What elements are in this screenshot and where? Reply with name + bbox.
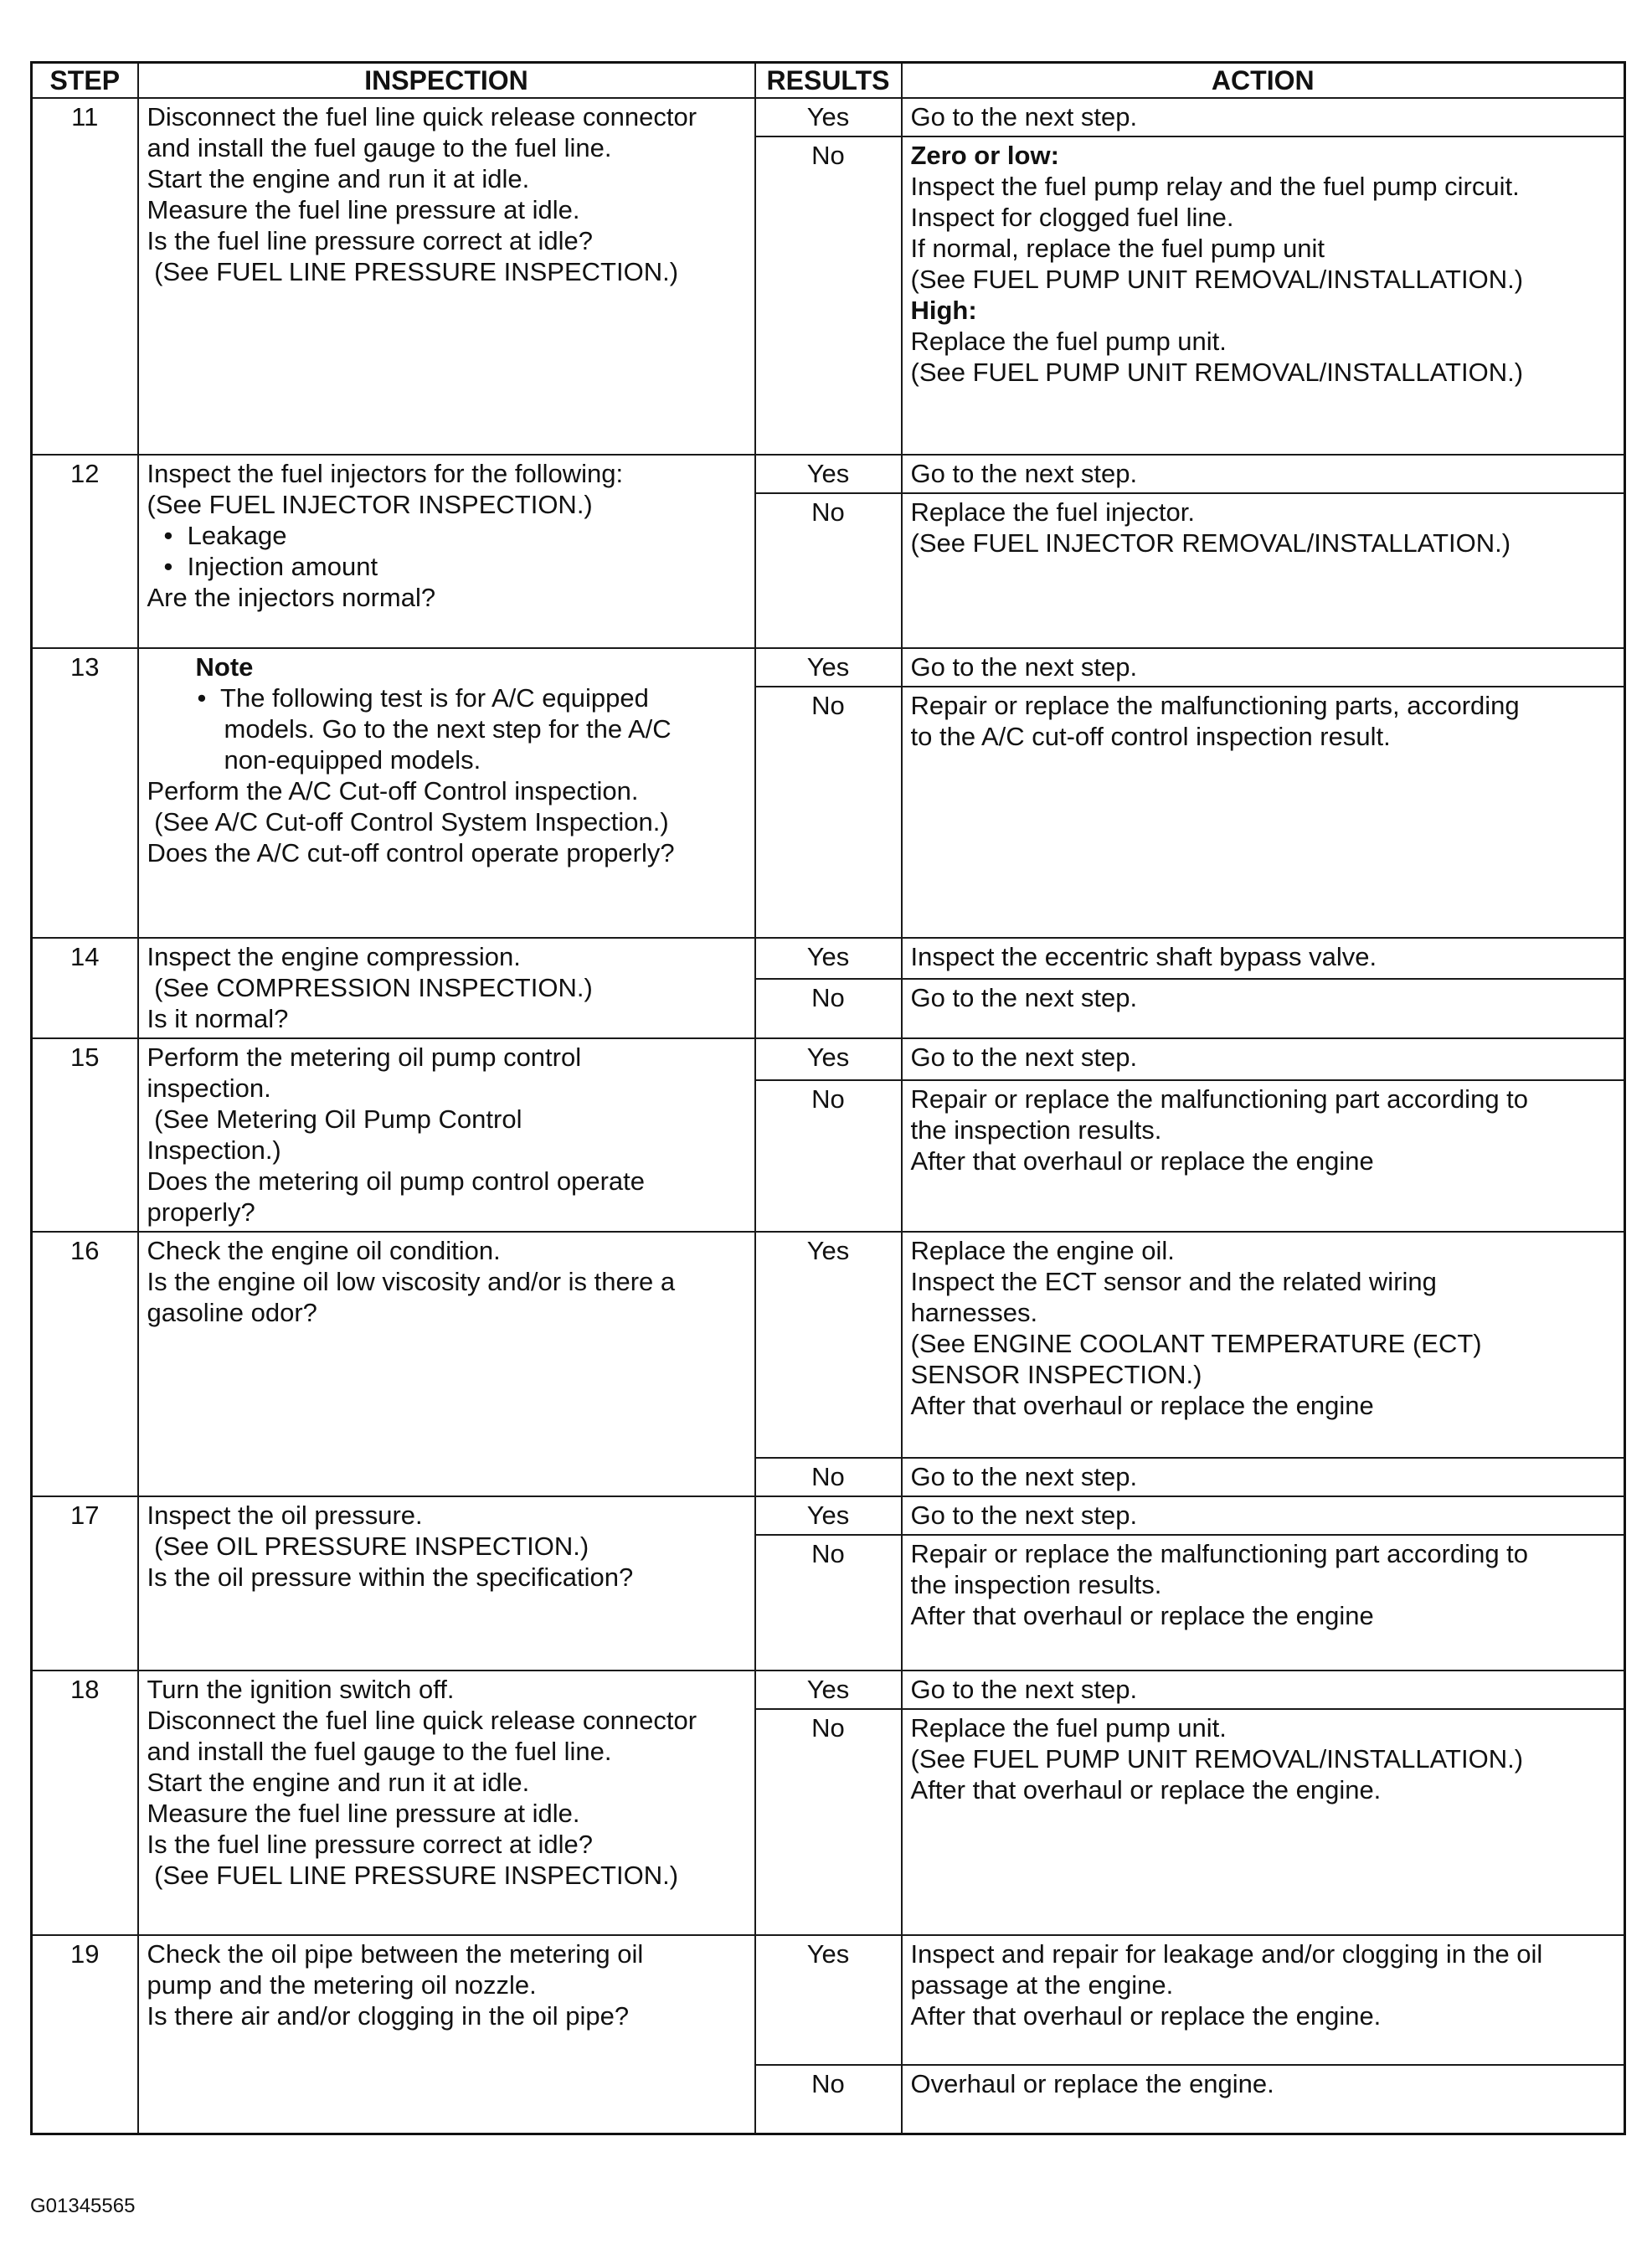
inspection-line: (See COMPRESSION INSPECTION.) [147, 973, 593, 1002]
action-line: (See FUEL PUMP UNIT REMOVAL/INSTALLATION.) [910, 265, 1524, 294]
note-line: non-equipped models. [224, 745, 481, 775]
action-line: Go to the next step. [910, 1675, 1138, 1704]
action-yes [902, 648, 1625, 687]
action-line: the inspection results. [910, 1115, 1162, 1145]
inspection-line: Inspect the fuel injectors for the following: [147, 459, 624, 488]
step-number: 13 [32, 648, 138, 938]
step-number: 14 [32, 938, 138, 1038]
action-no [902, 979, 1625, 1038]
inspection-line: • Leakage [163, 521, 287, 550]
inspection-line: Does the metering oil pump control operate [147, 1166, 645, 1196]
inspection-cell [138, 1038, 755, 1232]
action-line: Repair or replace the malfunctioning part according to [910, 1084, 1529, 1115]
inspection-cell [138, 938, 755, 1038]
action-no [902, 493, 1625, 648]
action-line: Inspect and repair for leakage and/or clogging in the oil [910, 1939, 1543, 1969]
action-line: (See FUEL PUMP UNIT REMOVAL/INSTALLATION.) [910, 1744, 1524, 1774]
result-yes: Yes [755, 455, 902, 493]
result-no: No [755, 1458, 902, 1496]
table-row [32, 1232, 1625, 1458]
action-line: passage at the engine. [910, 1970, 1174, 2000]
action-line: Overhaul or replace the engine. [910, 2069, 1274, 2098]
header-results: RESULTS [755, 63, 902, 99]
action-yes [902, 1496, 1625, 1535]
action-line: Inspect the ECT sensor and the related wiring [910, 1267, 1437, 1296]
action-line: Inspect the eccentric shaft bypass valve. [910, 942, 1377, 971]
result-yes: Yes [755, 98, 902, 136]
result-no: No [755, 1080, 902, 1232]
table-row [32, 648, 1625, 687]
result-no: No [755, 687, 902, 938]
inspection-line: Is the engine oil low viscosity and/or is there a [147, 1267, 676, 1296]
inspection-line: pump and the metering oil nozzle. [147, 1970, 537, 2000]
inspection-line: • Injection amount [163, 552, 378, 581]
action-line: SENSOR INSPECTION.) [910, 1360, 1202, 1389]
inspection-line: Is the oil pressure within the specification? [147, 1562, 634, 1592]
action-yes [902, 1038, 1625, 1080]
inspection-line: and install the fuel gauge to the fuel line. [147, 1737, 612, 1766]
inspection-line: properly? [147, 1197, 255, 1227]
step-number: 17 [32, 1496, 138, 1671]
action-line: (See ENGINE COOLANT TEMPERATURE (ECT) [910, 1329, 1482, 1358]
result-yes: Yes [755, 648, 902, 687]
inspection-line: Is the fuel line pressure correct at idle? [147, 226, 593, 255]
inspection-line: Inspect the engine compression. [147, 942, 521, 971]
result-yes: Yes [755, 1496, 902, 1535]
result-yes: Yes [755, 1232, 902, 1458]
action-line: to the A/C cut-off control inspection result. [910, 722, 1391, 751]
inspection-line: Is the fuel line pressure correct at idle? [147, 1830, 593, 1859]
step-number: 15 [32, 1038, 138, 1232]
header-step: STEP [32, 63, 138, 99]
inspection-line: Disconnect the fuel line quick release connector [147, 102, 697, 131]
inspection-line: (See FUEL LINE PRESSURE INSPECTION.) [147, 1861, 679, 1890]
inspection-line: inspection. [147, 1073, 271, 1103]
table-body [32, 98, 1625, 2134]
action-line: Replace the fuel pump unit. [910, 1713, 1227, 1743]
action-no [902, 2065, 1625, 2134]
table-row [32, 1496, 1625, 1535]
inspection-line: Check the oil pipe between the metering oil [147, 1939, 644, 1969]
action-line: Replace the engine oil. [910, 1236, 1175, 1265]
table-row [32, 938, 1625, 979]
result-yes: Yes [755, 1671, 902, 1709]
inspection-line: Are the injectors normal? [147, 583, 436, 612]
action-no [902, 136, 1625, 455]
table-row [32, 1671, 1625, 1709]
action-line: Go to the next step. [910, 1462, 1138, 1491]
action-line: Replace the fuel injector. [910, 497, 1195, 527]
table-row [32, 98, 1625, 136]
action-line: Go to the next step. [910, 983, 1138, 1013]
header-inspection: INSPECTION [138, 63, 755, 99]
action-yes [902, 1935, 1625, 2065]
action-line: Go to the next step. [910, 1042, 1138, 1072]
inspection-line: and install the fuel gauge to the fuel line. [147, 133, 612, 162]
inspection-cell [138, 1935, 755, 2134]
step-number: 18 [32, 1671, 138, 1935]
header-action: ACTION [902, 63, 1625, 99]
action-line: Go to the next step. [910, 652, 1138, 682]
action-line: Repair or replace the malfunctioning parts, according [910, 691, 1520, 720]
inspection-cell [138, 1671, 755, 1935]
inspection-cell [138, 98, 755, 455]
action-line: Inspect the fuel pump relay and the fuel pump circuit. [910, 172, 1520, 201]
inspection-cell [138, 455, 755, 648]
table-row [32, 455, 1625, 493]
action-line: After that overhaul or replace the engine [910, 1601, 1374, 1630]
action-no [902, 1535, 1625, 1671]
action-no [902, 1080, 1625, 1232]
note-line: models. Go to the next step for the A/C [224, 714, 672, 744]
result-no: No [755, 2065, 902, 2134]
result-yes: Yes [755, 1935, 902, 2065]
inspection-line: (See OIL PRESSURE INSPECTION.) [147, 1532, 589, 1561]
action-line: High: [910, 296, 977, 325]
action-line: Go to the next step. [910, 1501, 1138, 1530]
step-number: 19 [32, 1935, 138, 2134]
action-line: After that overhaul or replace the engine. [910, 1775, 1382, 1804]
inspection-cell [138, 1232, 755, 1496]
table-row [32, 1935, 1625, 2065]
step-number: 16 [32, 1232, 138, 1496]
result-no: No [755, 493, 902, 648]
inspection-line: Perform the A/C Cut-off Control inspection. [147, 776, 639, 806]
action-line: Replace the fuel pump unit. [910, 327, 1227, 356]
step-number: 11 [32, 98, 138, 455]
action-line: After that overhaul or replace the engine [910, 1146, 1374, 1176]
result-no: No [755, 979, 902, 1038]
inspection-line: Is it normal? [147, 1004, 289, 1033]
inspection-line: Start the engine and run it at idle. [147, 1768, 530, 1797]
inspection-line: (See FUEL LINE PRESSURE INSPECTION.) [147, 257, 679, 286]
action-line: Inspect for clogged fuel line. [910, 203, 1234, 232]
diagnostic-table [30, 61, 1626, 2135]
step-number: 12 [32, 455, 138, 648]
result-yes: Yes [755, 938, 902, 979]
action-no [902, 1458, 1625, 1496]
inspection-line: (See FUEL INJECTOR INSPECTION.) [147, 490, 593, 519]
action-line: Zero or low: [910, 141, 1059, 170]
action-no [902, 687, 1625, 938]
inspection-line: Check the engine oil condition. [147, 1236, 501, 1265]
inspection-cell [138, 1496, 755, 1671]
header-row [32, 63, 1625, 99]
action-line: the inspection results. [910, 1570, 1162, 1599]
inspection-line: Start the engine and run it at idle. [147, 164, 530, 193]
action-line: (See FUEL PUMP UNIT REMOVAL/INSTALLATION.) [910, 358, 1524, 387]
action-line: After that overhaul or replace the engine [910, 1391, 1374, 1420]
inspection-cell [138, 648, 755, 938]
note-line: • The following test is for A/C equipped [197, 683, 649, 713]
result-no: No [755, 136, 902, 455]
note-title: Note [195, 652, 254, 682]
action-no [902, 1709, 1625, 1935]
inspection-line: Turn the ignition switch off. [147, 1675, 455, 1704]
action-yes [902, 98, 1625, 136]
inspection-line: Measure the fuel line pressure at idle. [147, 1799, 580, 1828]
action-line: After that overhaul or replace the engine. [910, 2001, 1382, 2031]
result-no: No [755, 1535, 902, 1671]
inspection-line: Perform the metering oil pump control [147, 1042, 582, 1072]
action-yes [902, 1671, 1625, 1709]
action-line: (See FUEL INJECTOR REMOVAL/INSTALLATION.) [910, 528, 1511, 558]
result-yes: Yes [755, 1038, 902, 1080]
action-line: If normal, replace the fuel pump unit [910, 234, 1325, 263]
action-line: Go to the next step. [910, 102, 1138, 131]
figure-id: G01345565 [30, 2195, 136, 2217]
action-yes [902, 455, 1625, 493]
action-line: harnesses. [910, 1298, 1038, 1327]
action-yes [902, 1232, 1625, 1458]
result-no: No [755, 1709, 902, 1935]
action-yes [902, 938, 1625, 979]
inspection-line: gasoline odor? [147, 1298, 317, 1327]
action-line: Go to the next step. [910, 459, 1138, 488]
inspection-line: (See Metering Oil Pump Control [147, 1104, 522, 1134]
action-line: Repair or replace the malfunctioning part according to [910, 1539, 1529, 1568]
inspection-line: (See A/C Cut-off Control System Inspection.) [147, 807, 669, 837]
inspection-line: Is there air and/or clogging in the oil pipe? [147, 2001, 630, 2031]
inspection-line: Inspect the oil pressure. [147, 1501, 423, 1530]
table-row [32, 1038, 1625, 1080]
inspection-line: Measure the fuel line pressure at idle. [147, 195, 580, 224]
inspection-line: Disconnect the fuel line quick release connector [147, 1706, 697, 1735]
inspection-line: Does the A/C cut-off control operate properly? [147, 838, 675, 867]
inspection-line: Inspection.) [147, 1135, 281, 1165]
